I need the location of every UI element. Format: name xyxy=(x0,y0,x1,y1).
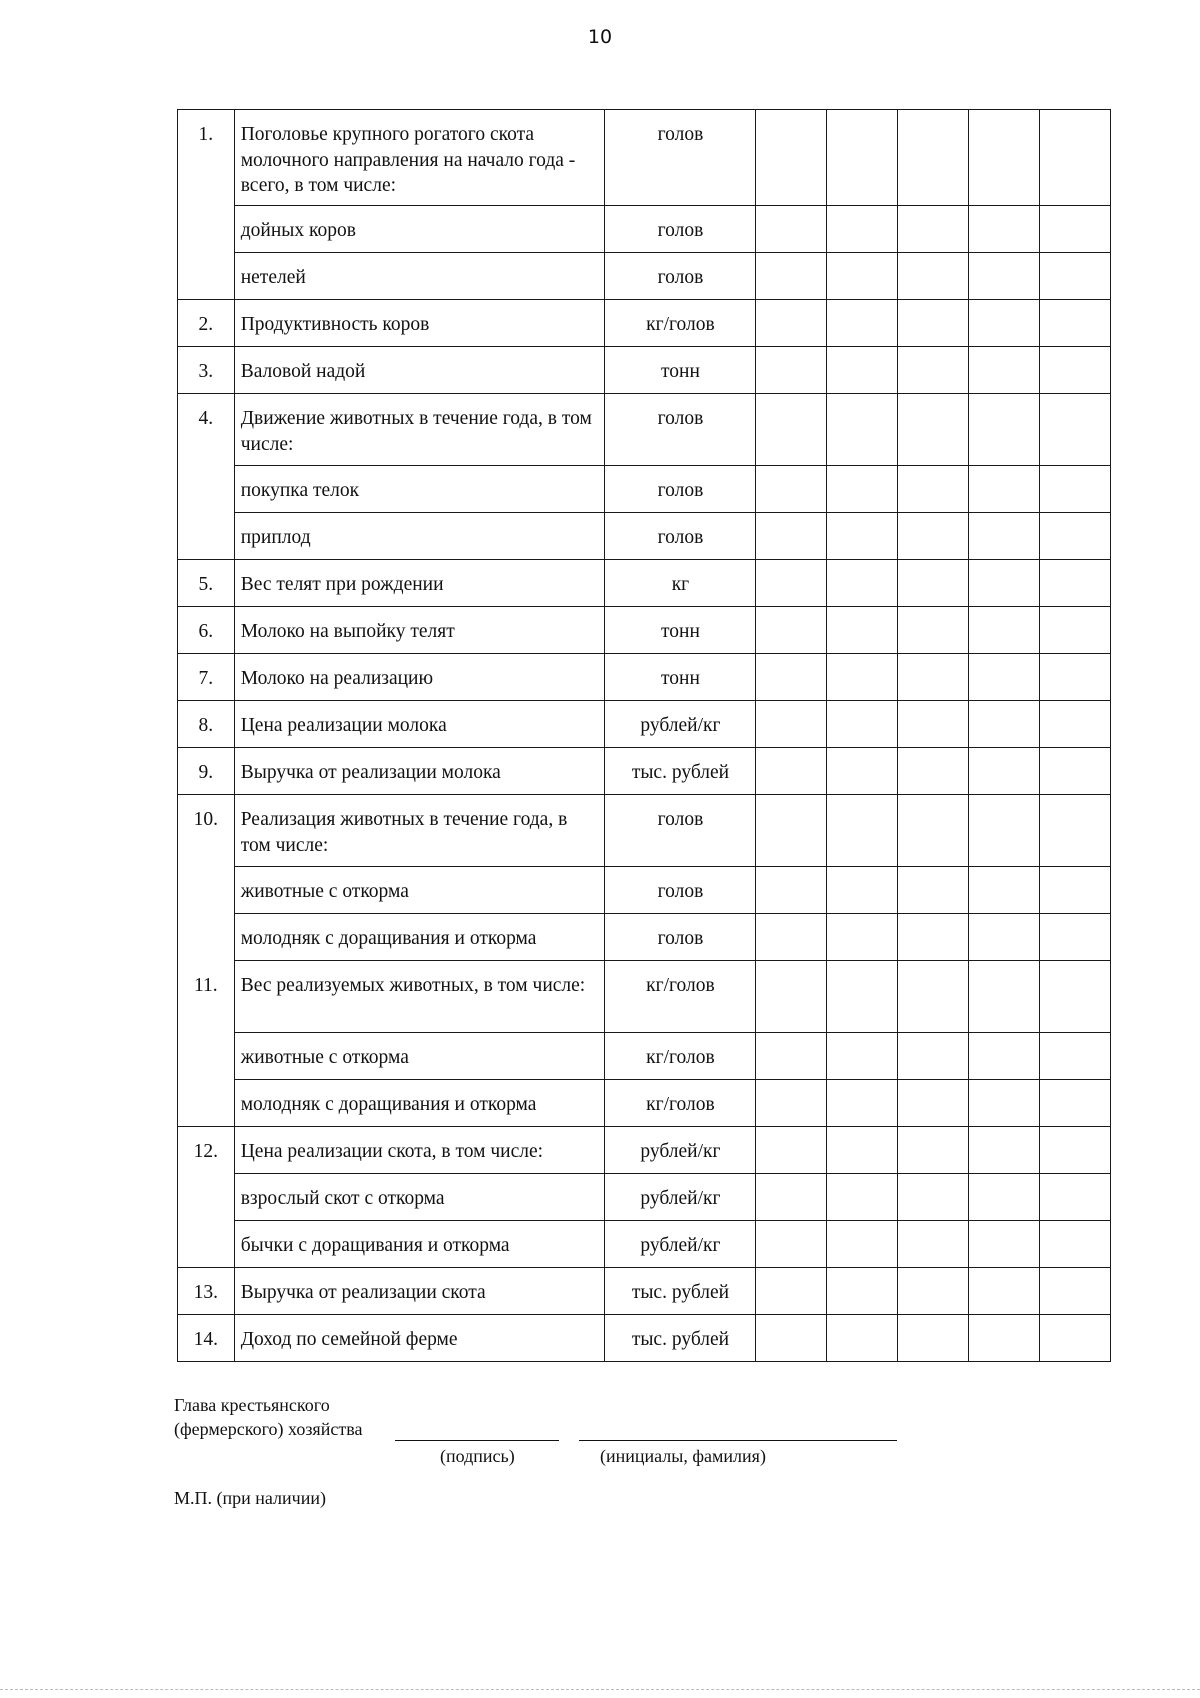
value-cell-4[interactable] xyxy=(969,466,1040,513)
value-cell-5[interactable] xyxy=(1040,867,1111,914)
value-cell-3[interactable] xyxy=(898,748,969,795)
value-cell-3[interactable] xyxy=(898,1080,969,1127)
value-cell-1[interactable] xyxy=(756,253,827,300)
table-row xyxy=(178,466,1111,513)
value-cell-3[interactable] xyxy=(898,1033,969,1080)
indicator-name: Цена реализации скота, в том числе: xyxy=(234,1127,605,1174)
signature-caption: (подпись) xyxy=(440,1446,515,1466)
value-cell-3[interactable] xyxy=(898,961,969,1033)
value-cell-1[interactable] xyxy=(756,394,827,466)
value-cell-2[interactable] xyxy=(827,607,898,654)
value-cell-4[interactable] xyxy=(969,701,1040,748)
value-cell-1[interactable] xyxy=(756,560,827,607)
value-cell-4[interactable] xyxy=(969,961,1040,1033)
table-row xyxy=(178,961,1111,1033)
row-number: 8. xyxy=(178,701,235,748)
unit-of-measure: тыс. рублей xyxy=(605,748,756,795)
unit-of-measure: рублей/кг xyxy=(605,701,756,748)
row-number: 11. xyxy=(178,961,235,1033)
unit-of-measure: кг/голов xyxy=(605,300,756,347)
value-cell-5[interactable] xyxy=(1040,394,1111,466)
value-cell-2[interactable] xyxy=(827,513,898,560)
indicator-name: Вес реализуемых животных, в том числе: xyxy=(234,961,605,1033)
value-cell-2[interactable] xyxy=(827,466,898,513)
value-cell-5[interactable] xyxy=(1040,1127,1111,1174)
value-cell-3[interactable] xyxy=(898,347,969,394)
value-cell-3[interactable] xyxy=(898,560,969,607)
indicator-name: молодняк с доращивания и откорма xyxy=(234,914,605,961)
unit-of-measure: тыс. рублей xyxy=(605,1268,756,1315)
indicator-name: Цена реализации молока xyxy=(234,701,605,748)
value-cell-4[interactable] xyxy=(969,253,1040,300)
value-cell-1[interactable] xyxy=(756,300,827,347)
value-cell-5[interactable] xyxy=(1040,701,1111,748)
value-cell-2[interactable] xyxy=(827,795,898,867)
row-number: 7. xyxy=(178,654,235,701)
head-title-line-1: Глава крестьянского xyxy=(174,1395,330,1415)
unit-of-measure: голов xyxy=(605,394,756,466)
signature-line xyxy=(395,1440,559,1441)
table-row xyxy=(178,1127,1111,1174)
value-cell-2[interactable] xyxy=(827,1268,898,1315)
unit-of-measure: голов xyxy=(605,253,756,300)
unit-of-measure: тыс. рублей xyxy=(605,1315,756,1362)
table-row xyxy=(178,867,1111,914)
value-cell-1[interactable] xyxy=(756,513,827,560)
signature-block xyxy=(174,1393,362,1441)
value-cell-3[interactable] xyxy=(898,110,969,206)
unit-of-measure: голов xyxy=(605,110,756,206)
row-number: 1. xyxy=(178,110,235,206)
unit-of-measure: кг/голов xyxy=(605,961,756,1033)
name-caption: (инициалы, фамилия) xyxy=(600,1446,766,1466)
value-cell-1[interactable] xyxy=(756,347,827,394)
indicator-name: Вес телят при рождении xyxy=(234,560,605,607)
value-cell-4[interactable] xyxy=(969,1174,1040,1221)
row-number: 12. xyxy=(178,1127,235,1174)
row-number xyxy=(178,914,235,961)
unit-of-measure: тонн xyxy=(605,654,756,701)
row-number xyxy=(178,1221,235,1268)
value-cell-3[interactable] xyxy=(898,300,969,347)
value-cell-4[interactable] xyxy=(969,867,1040,914)
head-title-line-2: (фермерского) хозяйства xyxy=(174,1419,363,1439)
value-cell-3[interactable] xyxy=(898,1221,969,1268)
value-cell-1[interactable] xyxy=(756,110,827,206)
value-cell-4[interactable] xyxy=(969,795,1040,867)
value-cell-2[interactable] xyxy=(827,1221,898,1268)
value-cell-3[interactable] xyxy=(898,253,969,300)
value-cell-5[interactable] xyxy=(1040,1033,1111,1080)
value-cell-5[interactable] xyxy=(1040,206,1111,253)
indicator-name: Молоко на реализацию xyxy=(234,654,605,701)
value-cell-5[interactable] xyxy=(1040,347,1111,394)
value-cell-1[interactable] xyxy=(756,1315,827,1362)
indicator-name: Реализация животных в течение года, в том числе: xyxy=(234,795,605,867)
indicator-name: Валовой надой xyxy=(234,347,605,394)
unit-of-measure: тонн xyxy=(605,607,756,654)
indicator-name: взрослый скот с откорма xyxy=(234,1174,605,1221)
value-cell-1[interactable] xyxy=(756,1127,827,1174)
value-cell-1[interactable] xyxy=(756,795,827,867)
value-cell-2[interactable] xyxy=(827,1174,898,1221)
value-cell-5[interactable] xyxy=(1040,300,1111,347)
value-cell-2[interactable] xyxy=(827,253,898,300)
value-cell-4[interactable] xyxy=(969,1221,1040,1268)
value-cell-1[interactable] xyxy=(756,1033,827,1080)
value-cell-1[interactable] xyxy=(756,654,827,701)
indicator-name: Доход по семейной ферме xyxy=(234,1315,605,1362)
table-row xyxy=(178,1268,1111,1315)
value-cell-5[interactable] xyxy=(1040,607,1111,654)
table-row xyxy=(178,654,1111,701)
value-cell-2[interactable] xyxy=(827,867,898,914)
value-cell-2[interactable] xyxy=(827,1315,898,1362)
table-row xyxy=(178,914,1111,961)
value-cell-1[interactable] xyxy=(756,206,827,253)
name-line xyxy=(579,1440,897,1441)
unit-of-measure: голов xyxy=(605,914,756,961)
value-cell-3[interactable] xyxy=(898,867,969,914)
value-cell-3[interactable] xyxy=(898,914,969,961)
indicator-name: дойных коров xyxy=(234,206,605,253)
value-cell-1[interactable] xyxy=(756,867,827,914)
indicators-table xyxy=(177,109,1111,1362)
unit-of-measure: голов xyxy=(605,867,756,914)
indicator-name: животные с откорма xyxy=(234,1033,605,1080)
unit-of-measure: голов xyxy=(605,206,756,253)
value-cell-3[interactable] xyxy=(898,1127,969,1174)
row-number: 5. xyxy=(178,560,235,607)
value-cell-4[interactable] xyxy=(969,1080,1040,1127)
value-cell-3[interactable] xyxy=(898,701,969,748)
value-cell-1[interactable] xyxy=(756,701,827,748)
stamp-note: М.П. (при наличии) xyxy=(174,1488,326,1508)
value-cell-2[interactable] xyxy=(827,206,898,253)
value-cell-1[interactable] xyxy=(756,1174,827,1221)
row-number xyxy=(178,1033,235,1080)
value-cell-5[interactable] xyxy=(1040,961,1111,1033)
value-cell-5[interactable] xyxy=(1040,560,1111,607)
value-cell-5[interactable] xyxy=(1040,748,1111,795)
unit-of-measure: голов xyxy=(605,466,756,513)
row-number xyxy=(178,867,235,914)
value-cell-4[interactable] xyxy=(969,347,1040,394)
value-cell-4[interactable] xyxy=(969,110,1040,206)
indicator-name: животные с откорма xyxy=(234,867,605,914)
indicator-name: Движение животных в течение года, в том числе: xyxy=(234,394,605,466)
value-cell-3[interactable] xyxy=(898,466,969,513)
value-cell-2[interactable] xyxy=(827,914,898,961)
table-row xyxy=(178,394,1111,466)
row-number xyxy=(178,253,235,300)
value-cell-5[interactable] xyxy=(1040,1221,1111,1268)
value-cell-3[interactable] xyxy=(898,206,969,253)
value-cell-4[interactable] xyxy=(969,654,1040,701)
value-cell-1[interactable] xyxy=(756,466,827,513)
value-cell-5[interactable] xyxy=(1040,513,1111,560)
value-cell-1[interactable] xyxy=(756,607,827,654)
value-cell-2[interactable] xyxy=(827,701,898,748)
row-number: 13. xyxy=(178,1268,235,1315)
value-cell-2[interactable] xyxy=(827,654,898,701)
indicator-name: Выручка от реализации скота xyxy=(234,1268,605,1315)
table-row xyxy=(178,206,1111,253)
table-row xyxy=(178,1080,1111,1127)
indicator-name: Молоко на выпойку телят xyxy=(234,607,605,654)
value-cell-3[interactable] xyxy=(898,795,969,867)
value-cell-1[interactable] xyxy=(756,961,827,1033)
value-cell-3[interactable] xyxy=(898,1315,969,1362)
table-row xyxy=(178,795,1111,867)
indicator-name: Продуктивность коров xyxy=(234,300,605,347)
unit-of-measure: рублей/кг xyxy=(605,1221,756,1268)
value-cell-4[interactable] xyxy=(969,560,1040,607)
value-cell-4[interactable] xyxy=(969,607,1040,654)
table-row xyxy=(178,1174,1111,1221)
value-cell-2[interactable] xyxy=(827,1033,898,1080)
row-number: 14. xyxy=(178,1315,235,1362)
value-cell-2[interactable] xyxy=(827,560,898,607)
value-cell-4[interactable] xyxy=(969,1127,1040,1174)
table-row xyxy=(178,300,1111,347)
value-cell-4[interactable] xyxy=(969,914,1040,961)
value-cell-4[interactable] xyxy=(969,1315,1040,1362)
table-row xyxy=(178,701,1111,748)
value-cell-5[interactable] xyxy=(1040,466,1111,513)
scan-edge-divider xyxy=(0,1689,1200,1690)
value-cell-3[interactable] xyxy=(898,1268,969,1315)
indicator-name: Выручка от реализации молока xyxy=(234,748,605,795)
value-cell-4[interactable] xyxy=(969,206,1040,253)
value-cell-5[interactable] xyxy=(1040,1080,1111,1127)
value-cell-2[interactable] xyxy=(827,1080,898,1127)
unit-of-measure: кг/голов xyxy=(605,1080,756,1127)
indicator-name: нетелей xyxy=(234,253,605,300)
value-cell-1[interactable] xyxy=(756,1221,827,1268)
table-row xyxy=(178,1221,1111,1268)
unit-of-measure: голов xyxy=(605,795,756,867)
table-row xyxy=(178,1033,1111,1080)
value-cell-5[interactable] xyxy=(1040,110,1111,206)
value-cell-2[interactable] xyxy=(827,300,898,347)
row-number xyxy=(178,206,235,253)
table-row xyxy=(178,1315,1111,1362)
unit-of-measure: рублей/кг xyxy=(605,1127,756,1174)
value-cell-1[interactable] xyxy=(756,1268,827,1315)
value-cell-5[interactable] xyxy=(1040,1268,1111,1315)
row-number: 10. xyxy=(178,795,235,867)
value-cell-4[interactable] xyxy=(969,513,1040,560)
row-number xyxy=(178,466,235,513)
table-row xyxy=(178,607,1111,654)
unit-of-measure: тонн xyxy=(605,347,756,394)
unit-of-measure: кг/голов xyxy=(605,1033,756,1080)
value-cell-5[interactable] xyxy=(1040,253,1111,300)
table-row xyxy=(178,253,1111,300)
value-cell-5[interactable] xyxy=(1040,654,1111,701)
row-number: 9. xyxy=(178,748,235,795)
value-cell-3[interactable] xyxy=(898,607,969,654)
value-cell-4[interactable] xyxy=(969,748,1040,795)
value-cell-5[interactable] xyxy=(1040,1315,1111,1362)
page-number: 10 xyxy=(587,26,613,48)
table-row xyxy=(178,748,1111,795)
row-number: 2. xyxy=(178,300,235,347)
value-cell-4[interactable] xyxy=(969,1268,1040,1315)
value-cell-2[interactable] xyxy=(827,961,898,1033)
indicator-name: бычки с доращивания и откорма xyxy=(234,1221,605,1268)
value-cell-2[interactable] xyxy=(827,1127,898,1174)
row-number xyxy=(178,1080,235,1127)
value-cell-1[interactable] xyxy=(756,1080,827,1127)
value-cell-2[interactable] xyxy=(827,347,898,394)
unit-of-measure: кг xyxy=(605,560,756,607)
indicator-name: покупка телок xyxy=(234,466,605,513)
row-number: 3. xyxy=(178,347,235,394)
indicator-name: молодняк с доращивания и откорма xyxy=(234,1080,605,1127)
row-number: 4. xyxy=(178,394,235,466)
row-number xyxy=(178,513,235,560)
table-body xyxy=(178,110,1111,1362)
row-number: 6. xyxy=(178,607,235,654)
row-number xyxy=(178,1174,235,1221)
value-cell-2[interactable] xyxy=(827,394,898,466)
value-cell-5[interactable] xyxy=(1040,914,1111,961)
table-row xyxy=(178,560,1111,607)
value-cell-3[interactable] xyxy=(898,1174,969,1221)
value-cell-1[interactable] xyxy=(756,748,827,795)
value-cell-4[interactable] xyxy=(969,394,1040,466)
table-row xyxy=(178,110,1111,206)
value-cell-3[interactable] xyxy=(898,394,969,466)
value-cell-4[interactable] xyxy=(969,300,1040,347)
indicator-name: Поголовье крупного рогатого скота молочного направления на начало года - всего, в том числе: xyxy=(234,110,605,206)
value-cell-2[interactable] xyxy=(827,110,898,206)
value-cell-3[interactable] xyxy=(898,654,969,701)
unit-of-measure: голов xyxy=(605,513,756,560)
value-cell-1[interactable] xyxy=(756,914,827,961)
table-row xyxy=(178,513,1111,560)
value-cell-4[interactable] xyxy=(969,1033,1040,1080)
indicator-name: приплод xyxy=(234,513,605,560)
unit-of-measure: рублей/кг xyxy=(605,1174,756,1221)
table-row xyxy=(178,347,1111,394)
value-cell-5[interactable] xyxy=(1040,795,1111,867)
value-cell-5[interactable] xyxy=(1040,1174,1111,1221)
value-cell-3[interactable] xyxy=(898,513,969,560)
value-cell-2[interactable] xyxy=(827,748,898,795)
